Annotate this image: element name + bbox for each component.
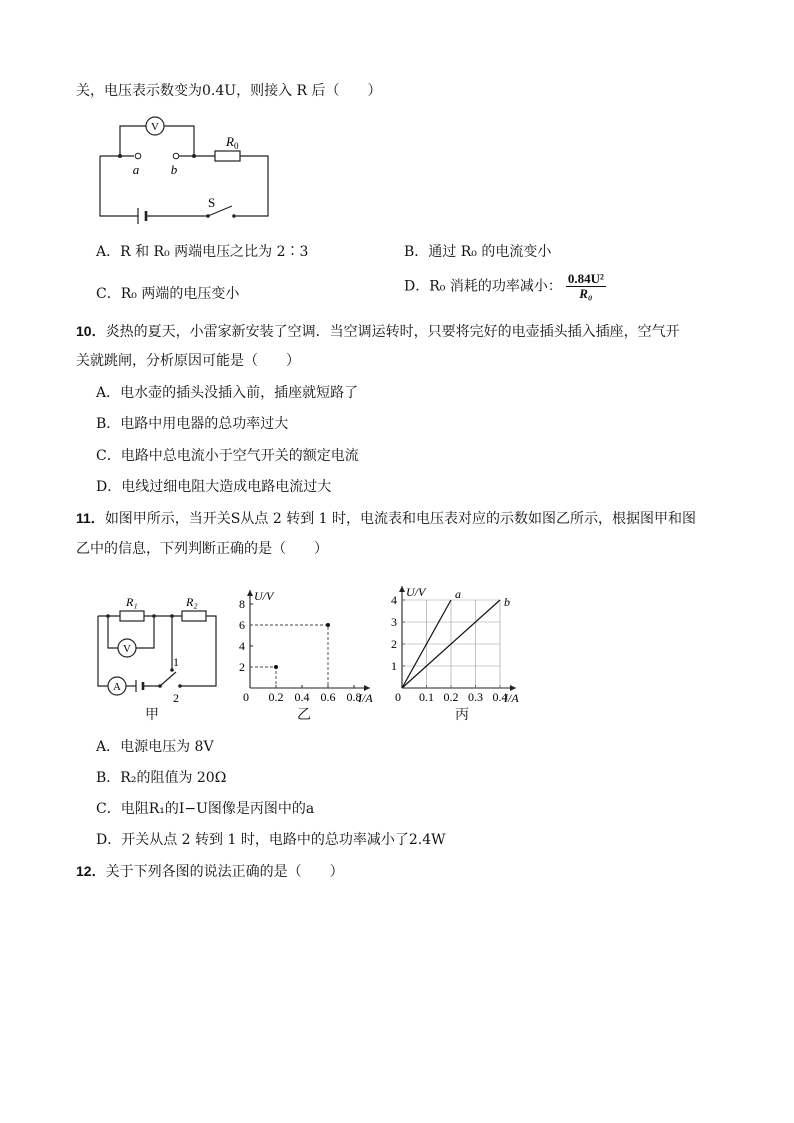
q9-option-a: A．R 和 R₀ 两端电压之比为 2∶3 <box>96 244 309 260</box>
q9-terminal-a: a <box>132 162 140 177</box>
yi-y-tick-label: 2 <box>239 660 245 674</box>
yi-data-point <box>274 665 278 669</box>
q11-caption-jia: 甲 <box>145 707 159 723</box>
q9-option-b: B．通过 R₀ 的电流变小 <box>404 244 552 260</box>
q11-ammeter-label: A <box>113 681 121 693</box>
q9-stem-tail: 关，电压表示数变为0.4U，则接入 R 后（ ） <box>76 83 382 99</box>
yi-x-tick-label: 0.2 <box>268 690 284 704</box>
q9-terminal-b: b <box>170 162 178 177</box>
q9-circuit-figure <box>90 108 280 224</box>
q11-option-a: A．电源电压为 8V <box>96 739 214 755</box>
bing-y-arrow <box>399 586 405 592</box>
q11-option-b: B．R₂的阻值为 20Ω <box>96 770 227 786</box>
bing-y-axis-label: U/V <box>406 585 426 599</box>
yi-y-arrow <box>247 590 253 596</box>
q11-caption-bing: 丙 <box>455 707 469 723</box>
q9-voltmeter-label: V <box>151 121 159 133</box>
q11-r2-label: R₂ <box>186 595 198 609</box>
yi-y-tick-label: 8 <box>239 597 245 611</box>
yi-x-tick-label: 0.8 <box>346 690 362 704</box>
q11-point-1-label: 1 <box>173 655 179 669</box>
q12-stem: 12．关于下列各图的说法正确的是（ ） <box>76 863 344 880</box>
q10-stem-line2: 关就跳闸，分析原因可能是（ ） <box>76 353 300 369</box>
q9-option-d: D．R₀ 消耗的功率减小： $\frac{\text{0.84U²}}{\text{R₀}}$ <box>404 271 604 301</box>
q11-point-2-label: 2 <box>173 691 179 705</box>
yi-guide-dashed <box>250 667 276 688</box>
bing-series-a-label: a <box>455 587 461 601</box>
bing-x-axis-label: I/A <box>504 691 519 704</box>
q11-stem-line1: 11．如图甲所示，当开关S从点 2 转到 1 时，电流表和电压表对应的示数如图乙所示，根据图甲和图 <box>76 510 697 527</box>
yi-origin-label: 0 <box>243 690 249 704</box>
q11-stem-line2: 乙中的信息，下列判断正确的是（ ） <box>76 541 328 557</box>
yi-data-point <box>326 623 330 627</box>
bing-y-tick-label: 3 <box>391 615 397 629</box>
q10-option-a: A．电水壶的插头没插入前，插座就短路了 <box>96 385 359 401</box>
yi-x-tick-label: 0.6 <box>320 690 336 704</box>
q11-voltmeter-label: V <box>123 643 131 655</box>
yi-y-tick-label: 6 <box>239 618 245 632</box>
yi-y-axis-label: U/V <box>254 589 274 603</box>
bing-series-b-label: b <box>504 595 510 609</box>
q9-option-d-fraction: $\frac{\text{0.84U²}}{\text{R₀}}$ <box>567 271 604 301</box>
q10-stem-line1: 10．炎热的夏天，小雷家新安装了空调．当空调运转时，只要将完好的电壶插头插入插座，空气开 <box>76 323 680 340</box>
q9-switch-label: S <box>208 195 216 210</box>
yi-guide-dashed <box>250 625 328 688</box>
q9-r0-label: $R_0$ <box>226 134 239 151</box>
q11-option-d: D．开关从点 2 转到 1 时，电路中的总功率减小了2.4W <box>96 832 446 848</box>
bing-origin-label: 0 <box>395 690 401 704</box>
bing-y-tick-label: 4 <box>391 593 397 607</box>
bing-y-tick-label: 2 <box>391 637 397 651</box>
yi-y-tick-label: 4 <box>239 639 245 653</box>
q11-chart-yi <box>236 574 392 704</box>
q11-caption-yi: 乙 <box>297 707 311 723</box>
bing-x-tick-label: 0.1 <box>419 690 434 704</box>
bing-x-tick-label: 0.3 <box>468 690 483 704</box>
q11-chart-bing <box>386 574 542 704</box>
yi-x-axis-label: I/A <box>358 691 373 704</box>
q11-option-c: C．电阻R₁的I−U图像是丙图中的a <box>96 801 315 817</box>
q11-r1-label: R₁ <box>126 595 138 609</box>
q9-option-c: C．R₀ 两端的电压变小 <box>96 286 240 302</box>
bing-x-tick-label: 0.4 <box>492 690 508 704</box>
yi-x-tick-label: 0.4 <box>294 690 310 704</box>
bing-x-tick-label: 0.2 <box>443 690 459 704</box>
q10-option-b: B．电路中用电器的总功率过大 <box>96 416 289 432</box>
q10-option-c: C．电路中总电流小于空气开关的额定电流 <box>96 448 359 464</box>
q10-option-d: D．电线过细电阻大造成电路电流过大 <box>96 479 332 495</box>
bing-y-tick-label: 1 <box>391 659 397 673</box>
